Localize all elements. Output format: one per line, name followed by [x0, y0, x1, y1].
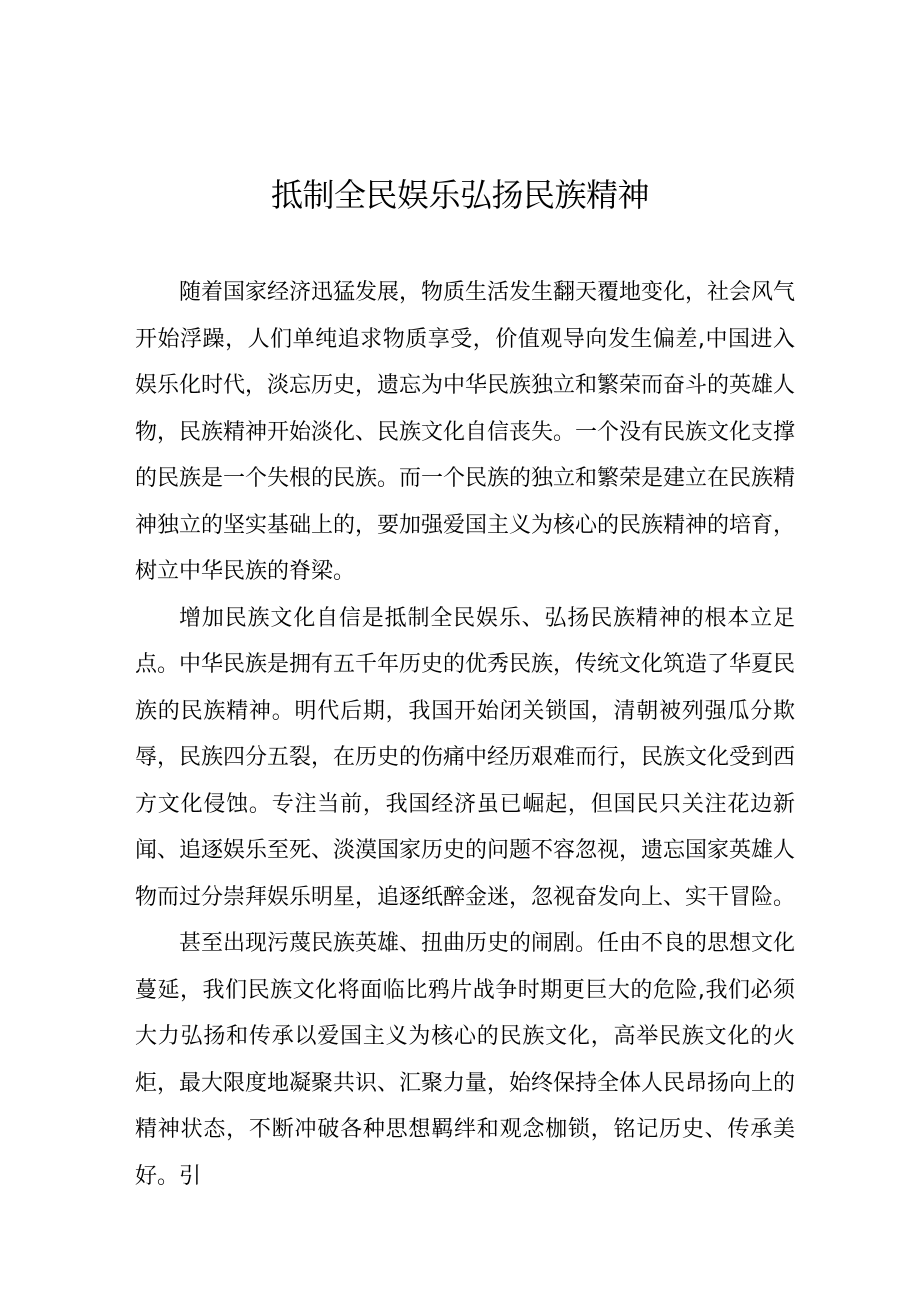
- document-title: 抵制全民娱乐弘扬民族精神: [270, 176, 649, 214]
- paragraph-2: 增加民族文化自信是抵制全民娱乐、弘扬民族精神的根本立足点。中华民族是拥有五千年历史的优秀民族，传统文化筑造了华夏民族的民族精神。明代后期，我国开始闭关锁国，清朝被列强瓜分欺辱，民族四分五裂，在历史的伤痛中经历艰难而行，民族文化受到西方文化侵蚀。专注当前，我国经济虽已崛起，但国民只关注花边新闻、追逐娱乐至死、淡漠国家历史的问题不容忽视，遗忘国家英雄人物而过分崇拜娱乐明星，追逐纸醉金迷，忽视奋发向上、实干冒险。: [135, 605, 796, 910]
- document-body: [135, 270, 795, 1200]
- paragraph-3: 甚至出现污蔑民族英雄、扭曲历史的闹剧。任由不良的思想文化蔓延，我们民族文化将面临比鸦片战争时期更巨大的危险,我们必须大力弘扬和传承以爱国主义为核心的民族文化，高举民族文化的火炬，最大限度地凝聚共识、汇聚力量，始终保持全体人民昂扬向上的精神状态，不断冲破各种思想羁绊和观念枷锁，铭记历史、传承美好。引: [135, 931, 796, 1189]
- paragraph-1: 随着国家经济迅猛发展，物质生活发生翻天覆地变化，社会风气开始浮躁，人们单纯追求物质享受，价值观导向发生偏差,中国进入娱乐化时代，淡忘历史，遗忘为中华民族独立和繁荣而奋斗的英雄人物，民族精神开始淡化、民族文化自信丧失。一个没有民族文化支撑的民族是一个失根的民族。而一个民族的独立和繁荣是建立在民族精神独立的坚实基础上的，要加强爱国主义为核心的民族精神的培育，树立中华民族的脊梁。: [135, 280, 796, 584]
